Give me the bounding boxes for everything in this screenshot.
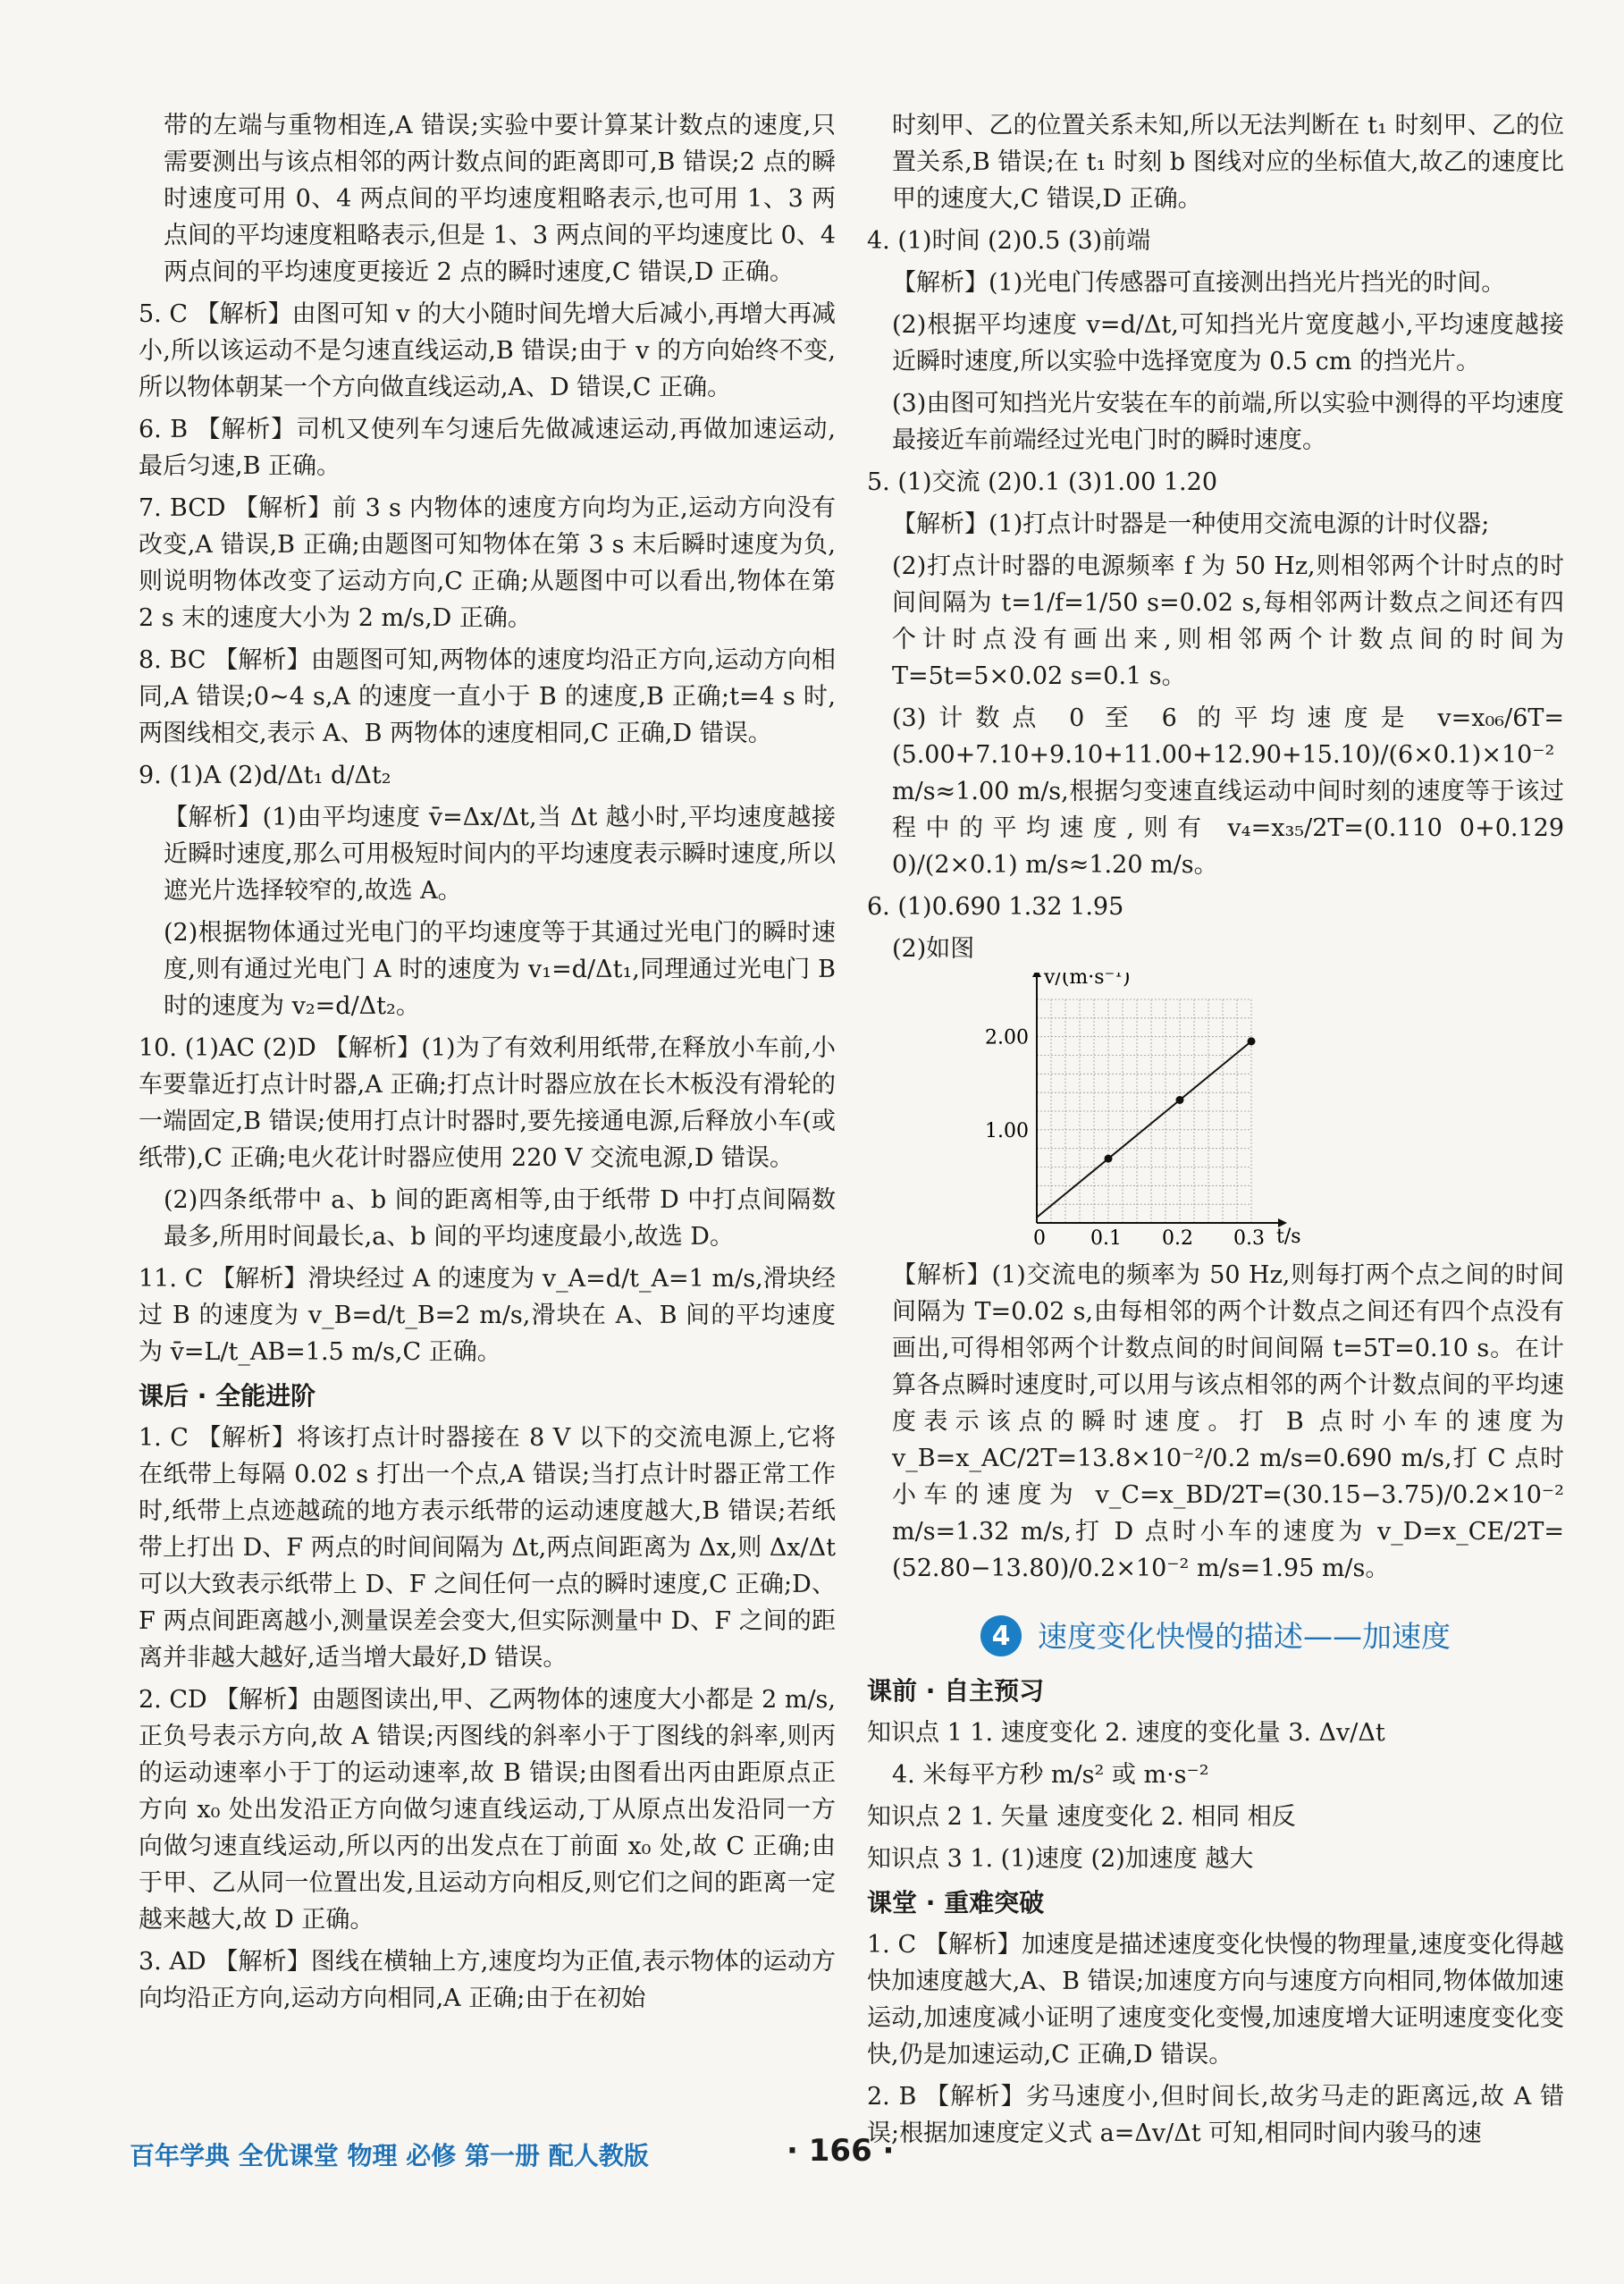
chapter-heading — [867, 1615, 1564, 1656]
fit-line — [1037, 1041, 1251, 1218]
section-heading: 课堂 · 重难突破 — [867, 1888, 1045, 1917]
y-axis-label: v/(m·s⁻¹) — [1044, 973, 1131, 989]
x-axis-label: t/s — [1276, 1226, 1301, 1248]
answer-paragraph: 7. BCD 【解析】前 3 s 内物体的速度方向均为正,运动方向没有改变,A 错误,B 正确;由题图可知物体在第 3 s 末后瞬时速度为负,则说明物体改变了运动方向,C 正确;从题图中可以看出,物体在第 2 s 末的速度大小为 2 m/s,D 正确。 — [139, 494, 836, 632]
x-tick-label: 0.2 — [1162, 1227, 1193, 1250]
answer-paragraph: 时刻甲、乙的位置关系未知,所以无法判断在 t₁ 时刻甲、乙的位置关系,B 错误;在 t₁ 时刻 b 图线对应的坐标值大,故乙的速度比甲的速度大,C 错误,D 正确。 — [892, 112, 1564, 213]
answer-paragraph: (2)根据平均速度 v=d/Δt,可知挡光片宽度越小,平均速度越接近瞬时速度,所以实验中选择宽度为 0.5 cm 的挡光片。 — [892, 311, 1564, 375]
answer-paragraph: 1. C 【解析】加速度是描述速度变化快慢的物理量,速度变化得越快加速度越大,A、B 错误;加速度方向与速度方向相同,物体做加速运动,加速度减小证明了速度变化变慢,加速度增大证明速度变化变快,仍是加速运动,C 正确,D 错误。 — [867, 1931, 1564, 2069]
y-tick-label: 1.00 — [985, 1119, 1029, 1142]
y-tick-label: 2.00 — [985, 1026, 1029, 1049]
x-tick-label: 0 — [1033, 1227, 1046, 1250]
answer-paragraph: (3)计数点 0 至 6 的平均速度是 v=x₀₆/6T=(5.00+7.10+9.10+11.00+12.90+15.10)/(6×0.1)×10⁻² m/s≈1.00 m/s,根据匀变速直线运动中间时刻的速度等于该过程中的平均速度,则有 v₄=x₃₅/2T=(0.110 0+0.129 0)/(2×0.1) m/s≈1.20 m/s。 — [892, 704, 1564, 879]
answer-paragraph: 知识点 3 1. (1)速度 (2)加速度 越大 — [867, 1845, 1254, 1873]
answer-paragraph: 4. (1)时间 (2)0.5 (3)前端 — [867, 227, 1151, 255]
answer-paragraph: 6. (1)0.690 1.32 1.95 — [867, 893, 1124, 921]
answer-paragraph: 【解析】(1)交流电的频率为 50 Hz,则每打两个点之间的时间间隔为 T=0.02 s,由每相邻的两个计数点之间还有四个点没有画出,可得相邻两个计数点间的时间间隔 t=5T=0.10 s。在计算各点瞬时速度时,可以用与该点相邻的两个计数点间的平均速度表示该点的瞬时速度。打 B 点时小车的速度为 v_B=x_AC/2T=13.8×10⁻²/0.2 m/s=0.690 m/s,打 C 点时小车的速度为 v_C=x_BD/2T=(30.15−3.75)/0.2×10⁻² m/s=1.32 m/s,打 D 点时小车的速度为 v_D=x_CE/2T=(52.80−13.80)/0.2×10⁻² m/s=1.95 m/s。 — [892, 1261, 1564, 1582]
answer-paragraph: 1. C 【解析】将该打点计时器接在 8 V 以下的交流电源上,它将在纸带上每隔 0.02 s 打出一个点,A 错误;当打点计时器正常工作时,纸带上点迹越疏的地方表示纸带的运动速度越大,B 错误;若纸带上打出 D、F 两点的时间间隔为 Δt,两点间距离为 Δx,则 Δx/Δt 可以大致表示纸带上 D、F 之间任何一点的瞬时速度,C 正确;D、F 两点间距离越小,测量误差会变大,但实际测量中 D、F 之间的距离并非越大越好,适当增大最好,D 错误。 — [139, 1424, 836, 1672]
left-column — [139, 107, 836, 2022]
answer-paragraph: 8. BC 【解析】由题图可知,两物体的速度均沿正方向,运动方向相同,A 错误;0~4 s,A 的速度一直小于 B 的速度,B 正确;t=4 s 时,两图线相交,表示 A、B 两物体的速度相同,C 正确,D 错误。 — [139, 646, 836, 747]
velocity-time-chart — [867, 973, 1564, 1250]
answer-paragraph: 【解析】(1)光电门传感器可直接测出挡光片挡光的时间。 — [892, 269, 1506, 297]
chapter-number-badge: 4 — [980, 1615, 1022, 1656]
data-point — [1248, 1037, 1256, 1045]
footer-book-title: 百年学典 全优课堂 物理 必修 第一册 配人教版 — [130, 2141, 649, 2170]
x-tick-label: 0.3 — [1233, 1227, 1265, 1250]
answer-paragraph: (2)打点计时器的电源频率 f 为 50 Hz,则相邻两个计时点的时间间隔为 t=1/f=1/50 s=0.02 s,每相邻两计数点之间还有四个计时点没有画出来,则相邻两个计数点间的时间为 T=5t=5×0.02 s=0.1 s。 — [892, 552, 1564, 690]
data-point — [1105, 1155, 1113, 1163]
section-heading: 课后 · 全能进阶 — [139, 1381, 316, 1411]
answer-paragraph: 4. 米每平方秒 m/s² 或 m·s⁻² — [892, 1761, 1209, 1789]
answer-paragraph: 【解析】(1)打点计时器是一种使用交流电源的计时仪器; — [892, 510, 1490, 538]
section-heading: 课前 · 自主预习 — [867, 1676, 1045, 1706]
data-point — [1176, 1096, 1184, 1104]
answer-paragraph: (2)四条纸带中 a、b 间的距离相等,由于纸带 D 中打点间隔数最多,所用时间最长,a、b 间的平均速度最小,故选 D。 — [164, 1186, 836, 1251]
answer-paragraph: 3. AD 【解析】图线在横轴上方,速度均为正值,表示物体的运动方向均沿正方向,运动方向相同,A 正确;由于在初始 — [139, 1948, 836, 2012]
page-number: · 166 · — [787, 2133, 895, 2169]
answer-paragraph: 5. C 【解析】由图可知 v 的大小随时间先增大后减小,再增大再减小,所以该运动不是匀速直线运动,B 错误;由于 v 的方向始终不变,所以物体朝某一个方向做直线运动,A、D 错误,C 正确。 — [139, 300, 836, 401]
right-after-text — [867, 1673, 1564, 2152]
y-axis-arrow — [1032, 973, 1041, 977]
right-top-text — [867, 107, 1564, 967]
answer-paragraph: 知识点 2 1. 矢量 速度变化 2. 相同 相反 — [867, 1803, 1296, 1831]
right-analysis-text — [867, 1257, 1564, 1587]
right-column — [867, 107, 1564, 2157]
x-tick-label: 0.1 — [1090, 1227, 1122, 1250]
answer-paragraph: 5. (1)交流 (2)0.1 (3)1.00 1.20 — [867, 468, 1218, 496]
answer-paragraph: 【解析】(1)由平均速度 v̄=Δx/Δt,当 Δt 越小时,平均速度越接近瞬时速度,那么可用极短时间内的平均速度表示瞬时速度,所以遮光片选择较窄的,故选 A。 — [164, 804, 836, 905]
answer-paragraph: 6. B 【解析】司机又使列车匀速后先做减速运动,再做加速运动,最后匀速,B 正确。 — [139, 416, 836, 480]
answer-paragraph: 知识点 1 1. 速度变化 2. 速度的变化量 3. Δv/Δt — [867, 1719, 1385, 1747]
answer-paragraph: (2)如图 — [892, 935, 975, 963]
answer-paragraph: 带的左端与重物相连,A 错误;实验中要计算某计数点的速度,只需要测出与该点相邻的两计数点间的距离即可,B 错误;2 点的瞬时速度可用 0、4 两点间的平均速度粗略表示,也可用 1、3 两点间的平均速度粗略表示,但是 1、3 两点间的平均速度比 0、4 两点间的平均速度更接近 2 点的瞬时速度,C 错误,D 正确。 — [164, 112, 836, 286]
answer-paragraph: 2. B 【解析】劣马速度小,但时间长,故劣马走的距离远,故 A 错误;根据加速度定义式 a=Δv/Δt 可知,相同时间内骏马的速 — [867, 2083, 1564, 2147]
answer-paragraph: (2)根据物体通过光电门的平均速度等于其通过光电门的瞬时速度,则有通过光电门 A 时的速度为 v₁=d/Δt₁,同理通过光电门 B 时的速度为 v₂=d/Δt₂。 — [164, 919, 836, 1020]
answer-paragraph: (3)由图可知挡光片安装在车的前端,所以实验中测得的平均速度最接近车前端经过光电门时的瞬时速度。 — [892, 390, 1564, 454]
chapter-title: 速度变化快慢的描述——加速度 — [1038, 1618, 1451, 1654]
v-t-graph — [867, 973, 1314, 1250]
answer-paragraph: 9. (1)A (2)d/Δt₁ d/Δt₂ — [139, 762, 391, 789]
answer-paragraph: 10. (1)AC (2)D 【解析】(1)为了有效利用纸带,在释放小车前,小车要靠近打点计时器,A 正确;打点计时器应放在长木板没有滑轮的一端固定,B 错误;使用打点计时器时,要先接通电源,后释放小车(或纸带),C 正确;电火花计时器应使用 220 V 交流电源,D 错误。 — [139, 1034, 836, 1172]
answer-paragraph: 2. CD 【解析】由题图读出,甲、乙两物体的速度大小都是 2 m/s,正负号表示方向,故 A 错误;丙图线的斜率小于丁图线的斜率,则丙的运动速率小于丁的运动速率,故 B 错误;由图看出丙由距原点正方向 x₀ 处出发沿正方向做匀速直线运动,丁从原点出发沿同一方向做匀速直线运动,所以丙的出发点在丁前面 x₀ 处,故 C 正确;由于甲、乙从同一位置出发,且运动方向相反,则它们之间的距离一定越来越大,故 D 正确。 — [139, 1686, 836, 1934]
answer-paragraph: 11. C 【解析】滑块经过 A 的速度为 v_A=d/t_A=1 m/s,滑块经过 B 的速度为 v_B=d/t_B=2 m/s,滑块在 A、B 间的平均速度为 v̄=L/t_AB=1.5 m/s,C 正确。 — [139, 1265, 836, 1366]
